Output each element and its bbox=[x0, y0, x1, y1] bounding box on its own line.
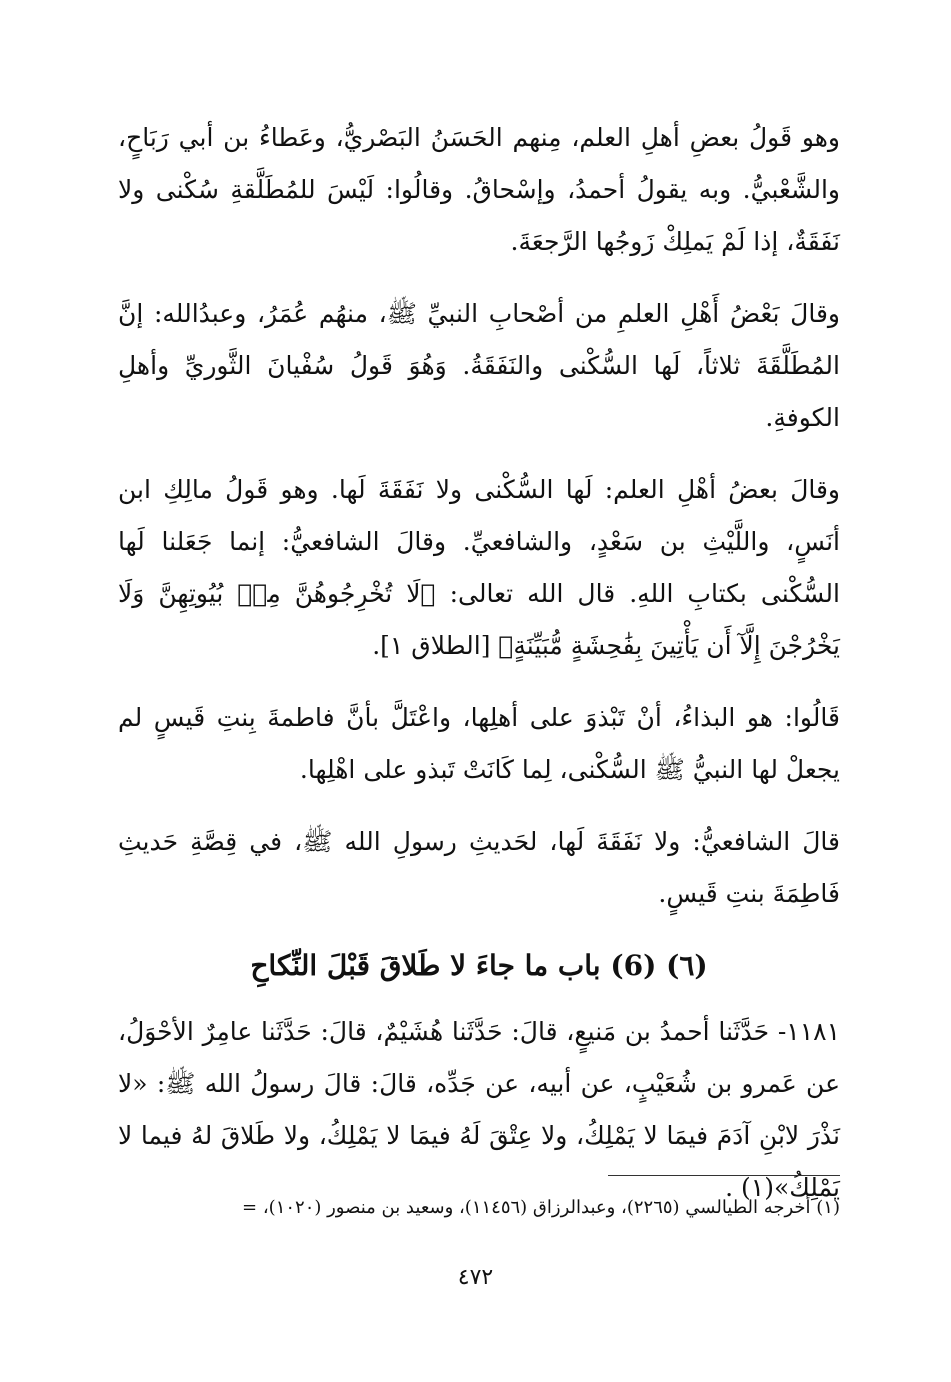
paragraph-1: وهو قَولُ بعضِ أهلِ العلم، مِنهم الحَسَنُ البَصْريُّ، وعَطاءُ بن أبي رَبَاحٍ، والشَّعْبيُّ. وبه يقولُ أحمدُ، وإسْحاقُ. وقالُوا: لَيْسَ للمُطَلَّقةِ سُكْنى ولا نَفَقَةٌ، إذا لَمْ يَملِكْ زَوجُها الرَّجعَةَ. bbox=[118, 123, 840, 256]
paragraph-3: وقالَ بعضُ أهْلِ العلم: لَها السُّكْنى ولا نَفَقَةَ لَها. وهو قَولُ مالِكِ ابن أنَسٍ، واللَّيْثِ بن سَعْدٍ، والشافعيِّ. وقالَ الشافعيُّ: إنما جَعَلنا لَها السُّكْنى بكتابِ اللهِ. قال الله تعالى: ﴿لَا تُخْرِجُوهُنَّ مِنۢ بُيُوتِهِنَّ وَلَا يَخْرُجْنَ إِلَّآ أَن يَأْتِينَ بِفَٰحِشَةٍ مُّبَيِّنَةٍ﴾ [الطلاق ١]. bbox=[118, 475, 840, 660]
page-body bbox=[118, 112, 840, 1234]
page-number: ٤٧٢ bbox=[457, 1265, 494, 1290]
paragraph-2: وقالَ بَعْضُ أَهْلِ العلمِ من أصْحابِ النبيِّ ﷺ، منهُم عُمَرُ، وعبدُالله: إنَّ المُطَلَّقَةَ ثلاثاً، لَها السُّكْنى والنَفَقَةُ. وَهُوَ قَولُ سُفْيانَ الثَّوريِّ وأهلِ الكوفةِ. bbox=[118, 299, 840, 432]
footnote: (١) أخرجه الطيالسي (٢٢٦٥)، وعبدالرزاق (١١٤٥٦)، وسعيد بن منصور (١٠٢٠)، = bbox=[242, 1197, 840, 1218]
hadith-paragraph: ١١٨١- حَدَّثَنا أحمدُ بن مَنيعٍ، قالَ: حَدَّثَنا هُشَيْمٌ، قالَ: حَدَّثَنا عامِرٌ الأحْوَلُ، عن عَمرو بن شُعَيْبٍ، عن أبيه، عن جَدِّه، قالَ: قالَ رسولُ الله ﷺ: «لا نَذْرَ لابْنِ آدَمَ فيمَا لا يَمْلِكُ، ولا عِتْقَ لَهُ فيمَا لا يَمْلِكُ، ولا طَلاقَ لهُ فيما لا يَمْلِكُ»(١) . bbox=[118, 1017, 840, 1202]
footnote-divider bbox=[608, 1175, 840, 1176]
paragraph-4: قَالُوا: هو البذاءُ، أنْ تَبْذوَ على أهلِها، واعْتَلَّ بأنَّ فاطمةَ بِنتِ قَيسٍ لم يجعلْ لها النبيُّ ﷺ السُّكْنى، لِما كَانَتْ تَبذو على اهْلِها. bbox=[118, 703, 840, 784]
paragraph-5: قالَ الشافعيُّ: ولا نَفَقَةَ لَها، لحَديثِ رسولِ الله ﷺ، في قِصَّةِ حَديثِ فَاطِمَةَ بنتِ قَيسٍ. bbox=[118, 827, 840, 908]
chapter-heading: (٦) (6) باب ما جاءَ لا طَلاقَ قَبْلَ النِّكاحِ bbox=[250, 949, 708, 982]
